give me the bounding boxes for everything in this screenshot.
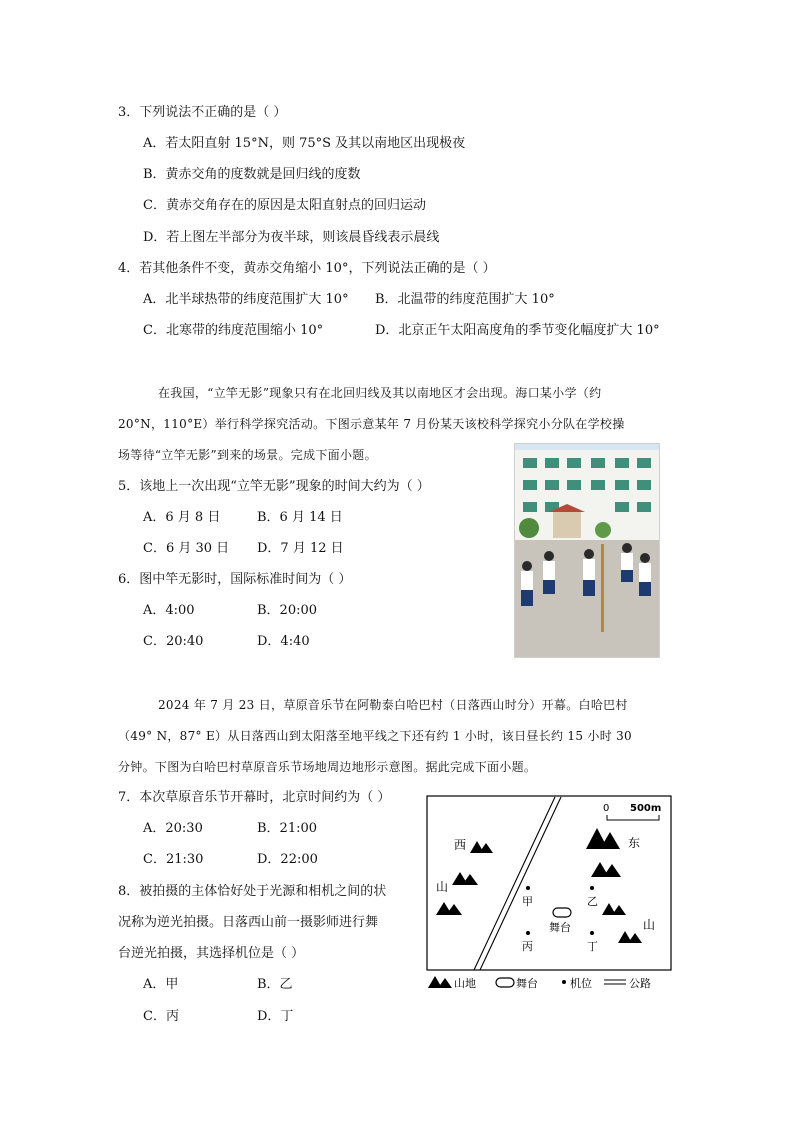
label-east-2: 山 xyxy=(643,918,656,932)
intro1-line3: 场等待“立竿无影”到来的场景。完成下面小题。 xyxy=(118,448,377,462)
stage-label: 舞台 xyxy=(549,921,571,934)
legend-road-label: 公路 xyxy=(629,977,651,990)
q8-stem-line2: 况称为逆光拍摄。日落西山前一摄影师进行舞 xyxy=(118,915,379,930)
camera-ding-icon xyxy=(590,931,594,935)
q3-stem: 3．下列说法不正确的是（ ） xyxy=(118,105,287,120)
legend-camera-label: 机位 xyxy=(570,977,592,990)
q6-option-d: D．4:40 xyxy=(257,634,310,649)
scale-bar xyxy=(607,815,659,820)
pos-jia-label: 甲 xyxy=(522,895,533,908)
q6-stem: 6．图中竿无影时，国际标准时间为（ ） xyxy=(118,572,352,587)
q8-option-c: C．丙 xyxy=(143,1009,179,1024)
intro1-line1: 在我国，“立竿无影”现象只有在北回归线及其以南地区才会出现。海口某小学（约 xyxy=(158,386,602,400)
q6-option-c: C．20:40 xyxy=(143,634,204,649)
scale-zero: 0 xyxy=(603,803,610,814)
road-edge-right xyxy=(480,797,561,970)
q7-option-d: D．22:00 xyxy=(257,852,318,867)
pos-bing-label: 丙 xyxy=(522,940,533,953)
photo-tree xyxy=(519,518,539,538)
mountain-west-2-icon xyxy=(452,872,478,885)
schoolyard-photo xyxy=(514,443,660,658)
label-west-2: 山 xyxy=(436,880,449,894)
q4-option-a: A．北半球热带的纬度范围扩大 10° xyxy=(143,292,349,307)
legend-stage-label: 舞台 xyxy=(516,977,538,990)
photo-pole xyxy=(601,544,604,632)
q4-option-c: C．北寒带的纬度范围缩小 10° xyxy=(143,323,324,338)
intro1-line2: 20°N，110°E）举行科学探究活动。下图示意某年 7 月份某天该校科学探究小分队在学校操 xyxy=(118,417,625,431)
camera-yi-icon xyxy=(590,886,594,890)
intro2-line1: 2024 年 7 月 23 日，草原音乐节在阿勒泰白哈巴村（日落西山时分）开幕。白哈巴村 xyxy=(158,698,628,712)
q8-option-b: B．乙 xyxy=(257,977,293,992)
legend-mountain-label: 山地 xyxy=(454,977,476,990)
photo-gate xyxy=(553,512,581,538)
pos-yi-label: 乙 xyxy=(587,895,598,908)
q5-option-b: B．6 月 14 日 xyxy=(257,510,343,525)
terrain-map xyxy=(426,795,672,1001)
q8-stem-line1: 8．被拍摄的主体恰好处于光源和相机之间的状 xyxy=(118,884,387,899)
q8-option-a: A．甲 xyxy=(143,977,179,992)
mountain-west-1-icon xyxy=(470,841,493,853)
camera-jia-icon xyxy=(526,886,530,890)
q4-stem: 4．若其他条件不变，黄赤交角缩小 10°，下列说法正确的是（ ） xyxy=(118,261,496,276)
pos-ding-label: 丁 xyxy=(587,940,598,953)
q8-stem-line3: 台逆光拍摄，其选择机位是（ ） xyxy=(118,946,305,961)
q5-stem: 5．该地上一次出现“立竿无影”现象的时间大约为（ ） xyxy=(118,479,430,494)
q6-option-b: B．20:00 xyxy=(257,603,318,618)
q6-option-a: A．4:00 xyxy=(143,603,195,618)
mountain-east-2-icon xyxy=(591,862,621,877)
scale-label: 500m xyxy=(630,803,662,814)
camera-bing-icon xyxy=(526,931,530,935)
q4-option-b: B．北温带的纬度范围扩大 10° xyxy=(375,292,555,307)
mountain-west-3-icon xyxy=(436,902,462,915)
q3-option-c: C．黄赤交角存在的原因是太阳直射点的回归运动 xyxy=(143,198,426,213)
mountain-east-1-icon xyxy=(586,828,620,849)
intro2-line3: 分钟。下图为白哈巴村草原音乐节场地周边地形示意图。据此完成下面小题。 xyxy=(118,760,537,774)
mountain-east-4-icon xyxy=(618,931,642,943)
mountain-east-3-icon xyxy=(602,903,626,915)
intro2-line2: （49° N，87° E）从日落西山到太阳落至地平线之下还有约 1 小时，该日昼长约 15 小时 30 xyxy=(118,729,632,743)
q7-option-b: B．21:00 xyxy=(257,821,318,836)
q5-option-d: D．7 月 12 日 xyxy=(257,541,344,556)
q3-option-b: B．黄赤交角的度数就是回归线的度数 xyxy=(143,167,361,182)
legend-camera-icon xyxy=(562,980,566,984)
legend-stage-icon xyxy=(496,978,514,987)
stage-icon xyxy=(553,908,571,917)
legend-mountain-icon xyxy=(428,976,452,988)
q5-option-a: A．6 月 8 日 xyxy=(143,510,221,525)
label-west-1: 西 xyxy=(454,838,467,852)
q3-option-a: A．若太阳直射 15°N，则 75°S 及其以南地区出现极夜 xyxy=(143,136,466,151)
q5-option-c: C．6 月 30 日 xyxy=(143,541,230,556)
q4-option-d: D．北京正午太阳高度角的季节变化幅度扩大 10° xyxy=(375,323,660,338)
road-edge-left xyxy=(474,797,555,970)
q7-stem: 7．本次草原音乐节开幕时，北京时间约为（ ） xyxy=(118,790,391,805)
q8-option-d: D．丁 xyxy=(257,1009,294,1024)
q7-option-a: A．20:30 xyxy=(143,821,203,836)
q3-option-d: D．若上图左半部分为夜半球，则该晨昏线表示晨线 xyxy=(143,230,440,245)
label-east-1: 东 xyxy=(628,836,641,850)
q7-option-c: C．21:30 xyxy=(143,852,204,867)
